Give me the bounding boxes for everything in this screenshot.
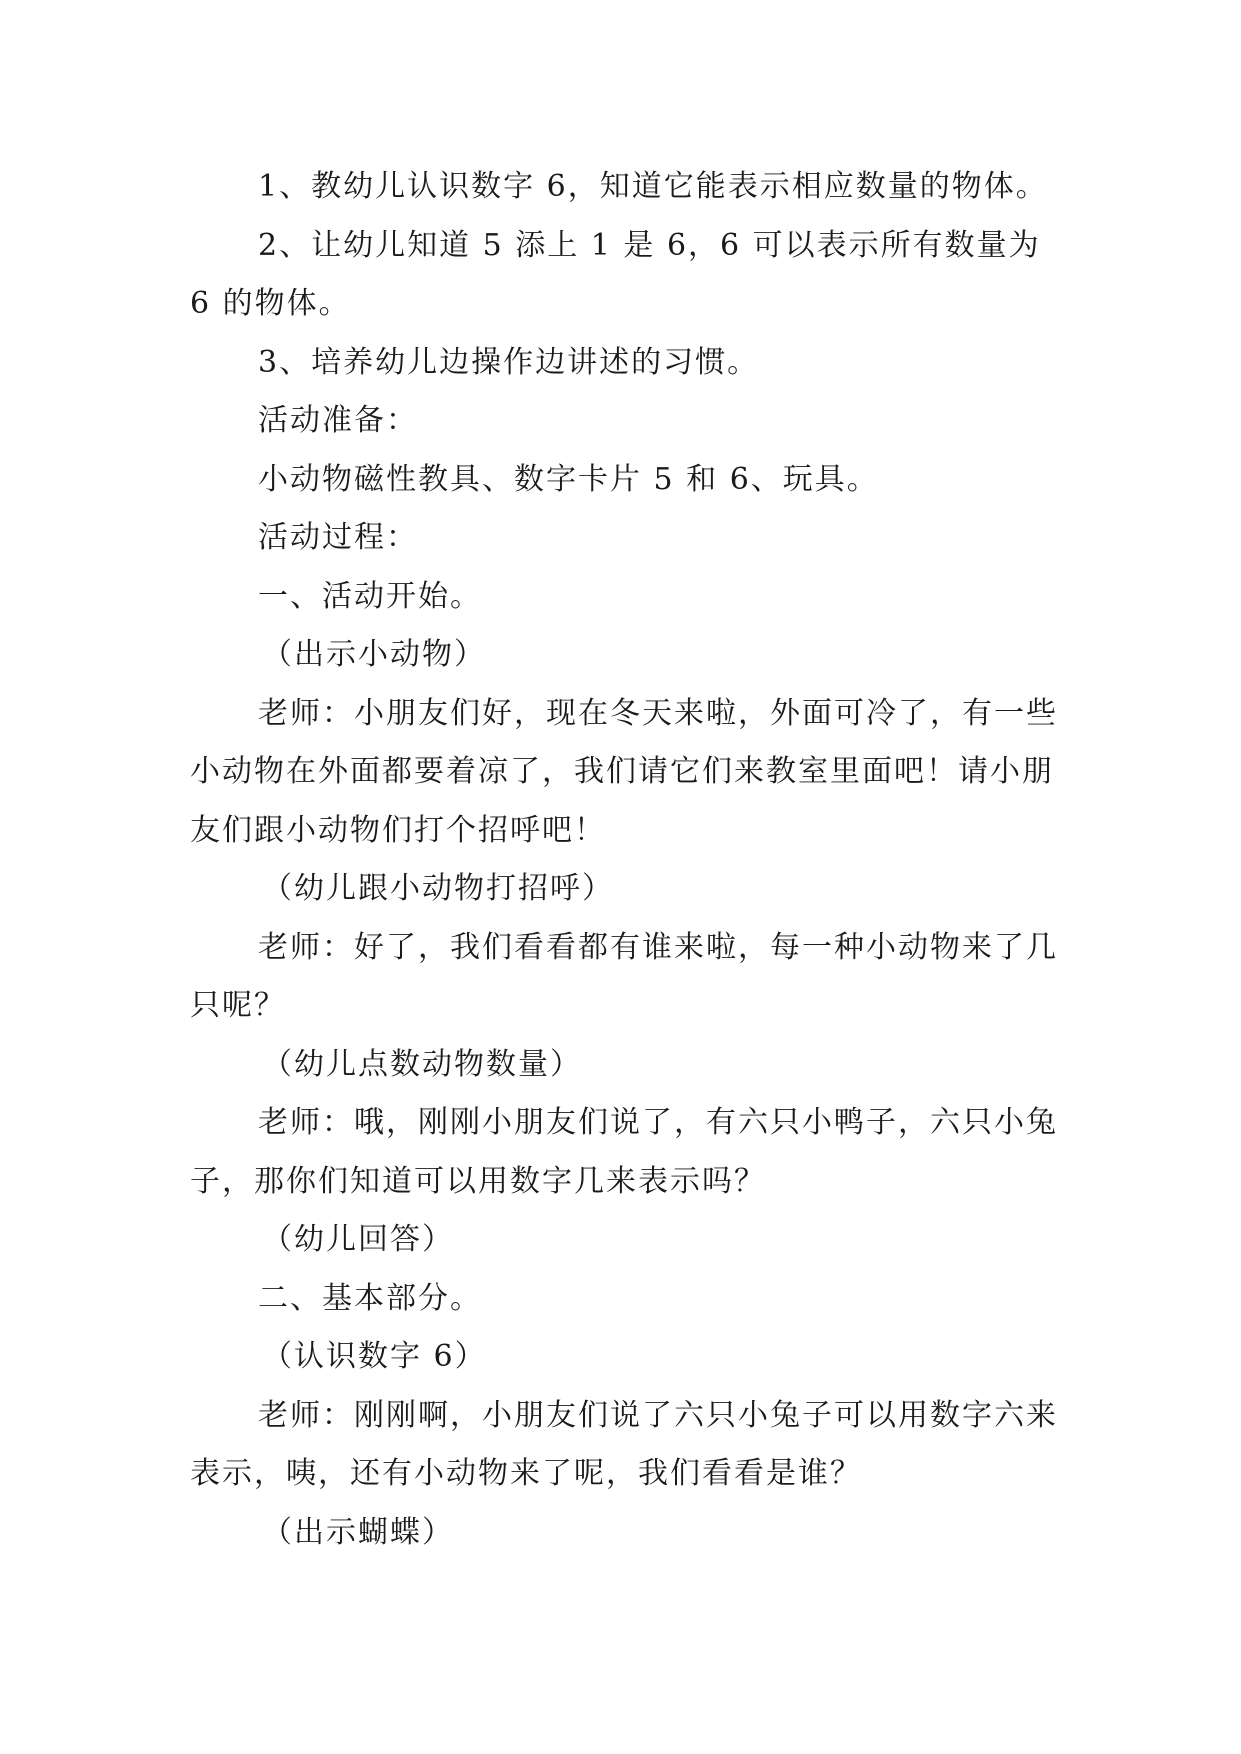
stage-direction: （幼儿跟小动物打招呼） <box>262 871 614 906</box>
paragraph-objective-2: 2、让幼儿知道 5 添上 1 是 6，6 可以表示所有数量为 6 的物体。 <box>190 227 1041 321</box>
stage-direction: （出示小动物） <box>262 637 486 672</box>
teacher-line: 老师：小朋友们好，现在冬天来啦，外面可冷了，有一些小动物在外面都要着凉了，我们请它们来教室里面吧！请小朋友们跟小动物们打个招呼吧！ <box>190 695 1058 848</box>
heading-process: 活动过程： <box>258 520 418 555</box>
document-body <box>190 158 1070 1562</box>
teacher-line: 老师：好了，我们看看都有谁来啦，每一种小动物来了几只呢？ <box>190 929 1058 1023</box>
heading-preparation: 活动准备： <box>258 403 418 438</box>
paragraph-materials: 小动物磁性教具、数字卡片 5 和 6、玩具。 <box>258 461 879 497</box>
teacher-line: 老师：刚刚啊，小朋友们说了六只小兔子可以用数字六来表示，咦，还有小动物来了呢，我们看看是谁？ <box>190 1397 1058 1491</box>
heading-part-2: 二、基本部分。 <box>258 1280 482 1316</box>
teacher-line: 老师：哦，刚刚小朋友们说了，有六只小鸭子，六只小兔子，那你们知道可以用数字几来表示吗？ <box>190 1105 1058 1199</box>
stage-direction: （出示蝴蝶） <box>262 1514 454 1550</box>
paragraph-objective-1: 1、教幼儿认识数字 6，知道它能表示相应数量的物体。 <box>258 169 1048 204</box>
stage-direction: （幼儿回答） <box>262 1222 454 1257</box>
paragraph-objective-3: 3、培养幼儿边操作边讲述的习惯。 <box>258 344 760 380</box>
heading-part-1: 一、活动开始。 <box>258 578 482 614</box>
stage-direction: （认识数字 6） <box>262 1339 487 1374</box>
stage-direction: （幼儿点数动物数量） <box>262 1046 582 1082</box>
